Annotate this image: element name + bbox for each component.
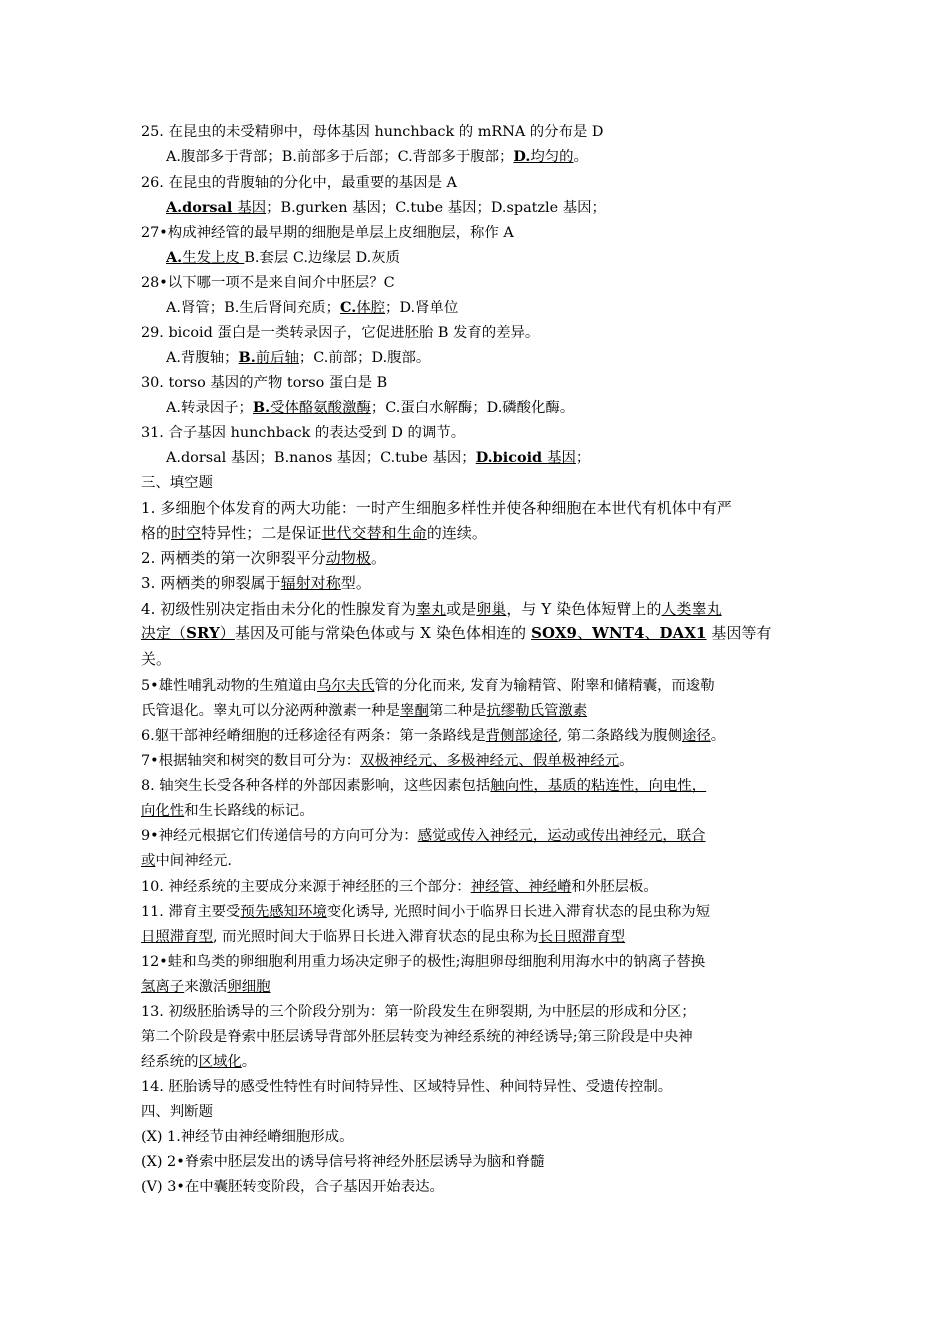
line-text: A.背腹轴； (166, 350, 239, 366)
line-text: ； (575, 450, 591, 466)
line-text: 2. 两栖类的第一次卵裂平分 (141, 549, 326, 567)
text-line (141, 621, 813, 645)
answer-text: 背侧部途径 (485, 728, 558, 744)
line-text: 14. 胚胎诱导的感受性特性有时间特异性、区域特异性、种间特异性、受遗传控制。 (141, 1079, 673, 1095)
answer-text: 感觉或传入神经元，运动或传出神经元，联合 (417, 828, 706, 844)
text-line (141, 371, 813, 395)
answer-text: 时空 (171, 524, 202, 542)
text-line (166, 246, 806, 270)
text-line (141, 699, 813, 723)
answer-text: B. (238, 349, 256, 366)
line-text: 经系统的 (141, 1054, 199, 1070)
line-text: B.套层 C.边缘层 D.灰质 (244, 250, 401, 266)
answer-text: 体腔 (356, 300, 386, 316)
line-text: 特异性；二是保证 (201, 524, 322, 542)
line-text: 8. 轴突生长受各种各样的外部因素影响，这些因素包括 (141, 778, 491, 794)
line-text: 管的分化而来, 发育为输精管、附睾和储精囊，而逡勒 (374, 678, 715, 694)
line-text: 第二个阶段是脊索中胚层诱导背部外胚层转变为神经系统的神经诱导;第三阶段是中央神 (141, 1029, 693, 1045)
text-line (141, 1125, 813, 1149)
line-text: 30. torso 基因的产物 torso 蛋白是 B (141, 375, 388, 391)
line-text: 的连续。 (426, 524, 487, 542)
line-text: 型。 (340, 574, 371, 592)
line-text: 12•蛙和鸟类的卵细胞利用重力场决定卵子的极性;海胆卵母细胞利用海水中的钠离子替换 (141, 954, 706, 970)
line-text: A.dorsal 基因；B.nanos 基因；C.tube 基因； (166, 450, 476, 466)
line-text: (X) 1.神经节由神经嵴细胞形成。 (141, 1129, 354, 1145)
answer-text: 触向性，基质的粘连性，向电性， (490, 778, 707, 794)
line-text: 。 (710, 728, 726, 744)
text-line (141, 171, 813, 195)
line-text: 5•雄性哺乳动物的生殖道由 (141, 678, 317, 694)
line-text: 4. 初级性别决定指由未分化的性腺发育为 (141, 600, 417, 618)
answer-text: 抗缪勒氏管激素 (486, 703, 588, 719)
line-text: , 而光照时间大于临界日长进入滞育状态的昆虫称为 (212, 929, 539, 945)
text-line (141, 1075, 813, 1099)
answer-text: 均匀的 (530, 149, 574, 165)
line-text: 11. 滞育主要受 (141, 904, 241, 920)
answer-text: 氢离子 (141, 979, 185, 995)
line-text: 13. 初级胚胎诱导的三个阶段分别为：第一阶段发生在卵裂期, 为中胚层的形成和分区； (141, 1004, 696, 1020)
text-line (166, 296, 806, 320)
answer-text: 乌尔夫氏 (316, 678, 375, 694)
text-line (141, 1025, 813, 1049)
line-text: 。 (241, 1054, 257, 1070)
text-line (141, 546, 813, 570)
answer-text: 途径 (681, 728, 711, 744)
text-line (141, 471, 813, 495)
line-text: A.转录因子； (166, 400, 253, 416)
line-text: 或是 (446, 600, 477, 618)
text-line (141, 271, 813, 295)
text-line (141, 496, 813, 520)
answer-text: 、 (644, 624, 660, 642)
text-line (141, 120, 813, 144)
line-text: 格的 (141, 524, 172, 542)
answer-text: 辐射对称 (280, 574, 341, 592)
answer-text: 向化性 (141, 803, 185, 819)
text-line (166, 396, 806, 420)
line-text: 26. 在昆虫的背腹轴的分化中，最重要的基因是 A (141, 175, 457, 191)
line-text: 和外胚层板。 (571, 879, 658, 895)
text-line (141, 900, 813, 924)
line-text: 28•以下哪一项不是来自间介中胚层？C (141, 275, 395, 291)
answer-text: WNT4 (592, 624, 645, 642)
line-text: 3. 两栖类的卵裂属于 (141, 574, 281, 592)
line-text: A.腹部多于背部；B.前部多于后部；C.背部多于腹部； (166, 149, 514, 165)
line-text: , 第二条路线为腹侧 (557, 728, 682, 744)
answer-text: A. (166, 249, 183, 266)
line-text: ；D.肾单位 (385, 300, 459, 316)
text-line (141, 950, 813, 974)
answer-text: C. (340, 299, 357, 316)
line-text: A.肾管；B.生后肾间充质； (166, 300, 341, 316)
line-text: 氏管退化。睾丸可以分泌两种激素一种是 (141, 703, 401, 719)
answer-text: 人类睾丸 (661, 600, 722, 618)
line-text: 7•根据轴突和树突的数目可分为： (141, 753, 361, 769)
text-line (141, 925, 813, 949)
text-line (141, 1000, 813, 1024)
line-text: 29. bicoid 蛋白是一类转录因子，它促进胚胎 B 发育的差异。 (141, 325, 540, 341)
line-text: 四、判断题 (141, 1104, 213, 1120)
line-text: 中间神经元. (155, 853, 232, 869)
text-line (141, 647, 813, 671)
line-text: 。 (370, 549, 387, 567)
answer-text: B. (252, 399, 271, 416)
text-line (141, 1150, 813, 1174)
text-line (141, 849, 813, 873)
line-text: 来激活 (184, 979, 228, 995)
answer-text: 前后轴 (255, 350, 299, 366)
line-text: ；C.蛋白水解酶；D.磷酸化酶。 (370, 400, 575, 416)
answer-text: A.dorsal (166, 199, 238, 216)
answer-text: 睾丸 (416, 600, 447, 618)
line-text: 6.躯干部神经嵴细胞的迁移途径有两条：第一条路线是 (141, 728, 486, 744)
text-line (141, 799, 813, 823)
text-line (141, 724, 813, 748)
line-text: 1. 多细胞个体发育的两大功能：一时产生细胞多样性并使各种细胞在本世代有机体中有严 (141, 499, 732, 517)
text-line (166, 196, 806, 220)
line-text: 25. 在昆虫的未受精卵中，母体基因 hunchback 的 mRNA 的分布是 D (141, 124, 604, 140)
answer-text: D.bicoid (475, 449, 548, 466)
text-line (141, 1175, 813, 1199)
answer-text: 受体酪氨酸激酶 (270, 400, 371, 416)
line-text: 基因及可能与常染色体或与 X 染色体相连的 (234, 624, 532, 642)
answer-text: 神经管、神经嵴 (470, 879, 572, 895)
answer-text: 预先感知环境 (240, 904, 327, 920)
text-line (141, 975, 813, 999)
answer-text: D. (513, 148, 531, 165)
text-line (141, 521, 813, 545)
text-line (166, 145, 806, 169)
line-text: ，与 Y 染色体短臂上的 (506, 600, 662, 618)
answer-text: 基因 (237, 200, 267, 216)
answer-text: 区域化 (198, 1054, 242, 1070)
text-line (141, 321, 813, 345)
line-text: 31. 合子基因 hunchback 的表达受到 D 的调节。 (141, 425, 466, 441)
line-text: 9•神经元根据它们传递信号的方向可分为： (141, 828, 418, 844)
text-line (141, 571, 813, 595)
line-text: 27•构成神经管的最早期的细胞是单层上皮细胞层，称作 A (141, 225, 514, 241)
text-line (141, 221, 813, 245)
line-text: 基因等有 (706, 624, 772, 642)
answer-text: 、 (577, 624, 593, 642)
answer-text: SRY (186, 624, 220, 642)
answer-text: 睾酮 (400, 703, 429, 719)
line-text: (X) 2•脊索中胚层发出的诱导信号将神经外胚层诱导为脑和脊髓 (141, 1154, 545, 1170)
answer-text: 基因 (547, 450, 576, 466)
line-text: 。 (619, 753, 634, 769)
line-text: 10. 神经系统的主要成分来源于神经胚的三个部分： (141, 879, 471, 895)
answer-text: 卵细胞 (227, 979, 271, 995)
answer-text: DAX1 (659, 624, 707, 642)
text-line (141, 749, 813, 773)
answer-text: 决定（ (141, 624, 187, 642)
answer-text: ） (219, 624, 235, 642)
answer-text: 卵巢 (476, 600, 507, 618)
text-line (141, 774, 813, 798)
answer-text: 双极神经元、多极神经元、假单极神经元 (360, 753, 620, 769)
line-text: 。 (573, 149, 588, 165)
line-text: 关。 (141, 650, 172, 668)
text-line (141, 674, 813, 698)
line-text: (V) 3•在中囊胚转变阶段，合子基因开始表达。 (141, 1179, 444, 1195)
answer-text: 长日照滞育型 (538, 929, 626, 945)
text-line (141, 875, 813, 899)
line-text: ；C.前部；D.腹部。 (298, 350, 431, 366)
line-text: 变化诱导, 光照时间小于临界日长进入滞育状态的昆虫称为短 (326, 904, 711, 920)
text-line (166, 346, 806, 370)
text-line (141, 824, 813, 848)
line-text: 三、填空题 (141, 475, 213, 491)
text-line (141, 1050, 813, 1074)
line-text: ；B.gurken 基因；C.tube 基因；D.spatzle 基因； (266, 200, 606, 216)
answer-text: 动物极 (325, 549, 371, 567)
text-line (166, 446, 806, 470)
answer-text: 日照滞育型 (141, 929, 213, 945)
answer-text: 世代交替和生命 (321, 524, 427, 542)
answer-text: SOX9 (531, 624, 578, 642)
answer-text: 或 (141, 853, 156, 869)
text-line (141, 597, 813, 621)
text-line (141, 421, 813, 445)
line-text: 第二种是 (428, 703, 487, 719)
text-line (141, 1100, 813, 1124)
line-text: 和生长路线的标记。 (184, 803, 314, 819)
answer-text: 生发上皮 (182, 250, 245, 266)
